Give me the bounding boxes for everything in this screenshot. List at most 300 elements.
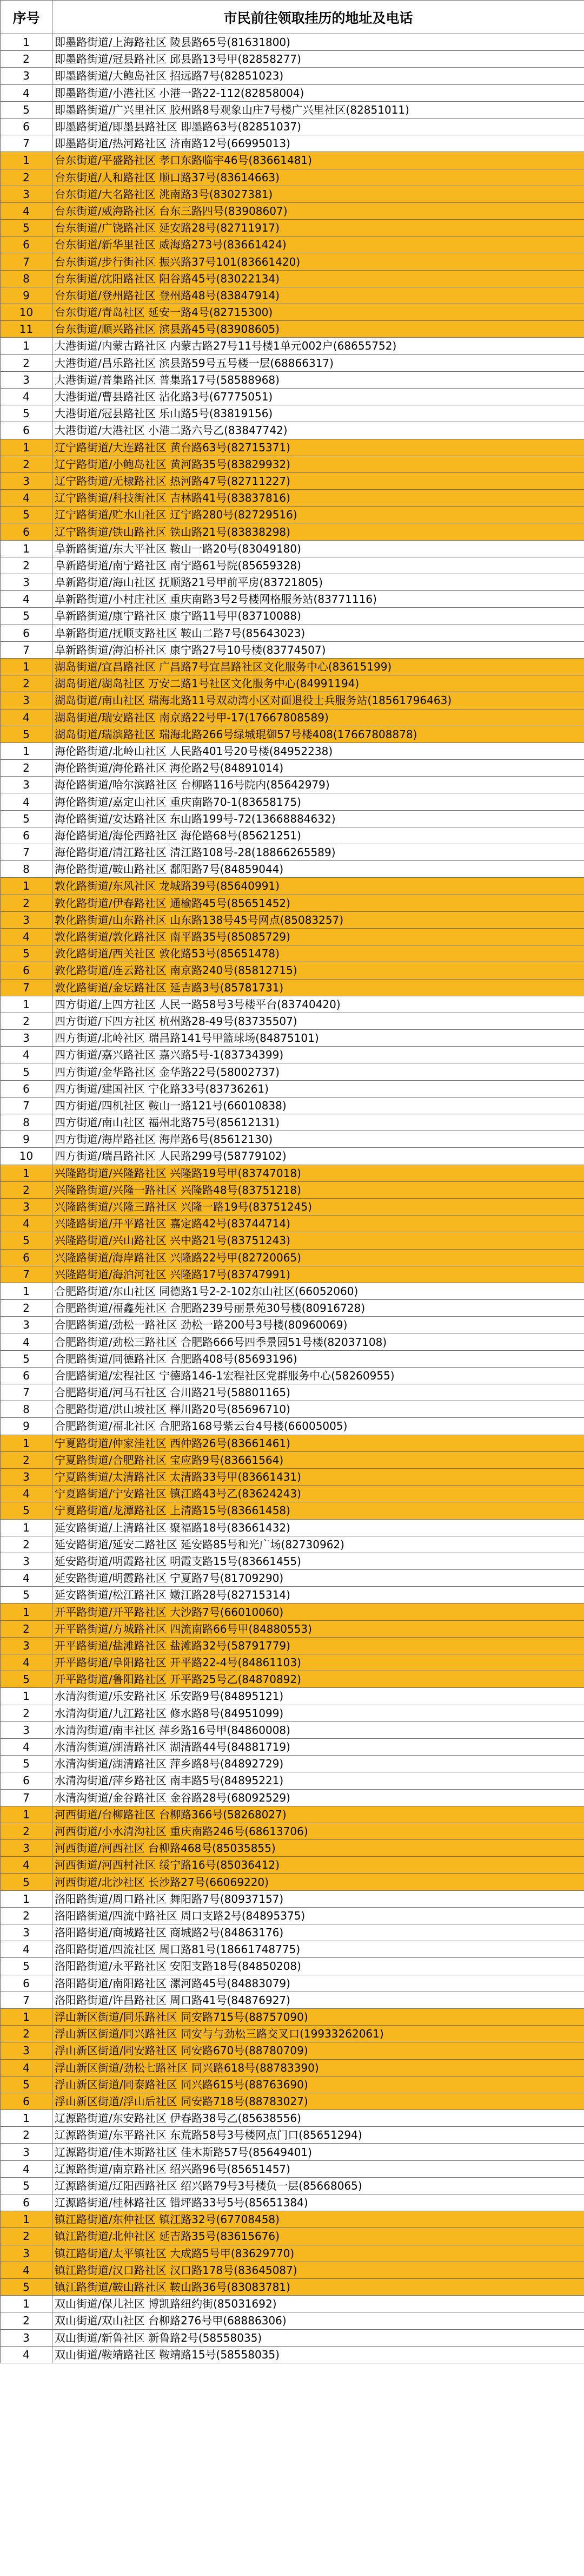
table-row [1,456,584,472]
row-index: 4 [1,388,52,405]
row-address: 洛阳路街道/许昌路社区 周口路41号(84876927) [52,1992,584,2008]
row-index: 5 [1,810,52,827]
row-index: 5 [1,1958,52,1975]
table-row [1,2059,584,2076]
table-row [1,2127,584,2144]
table-row [1,51,584,68]
row-index: 10 [1,304,52,321]
row-index: 2 [1,1823,52,1839]
row-address: 即墨路街道/小港社区 小港一路22-112(82858004) [52,84,584,101]
row-index: 7 [1,253,52,270]
table-row [1,911,584,928]
row-index: 7 [1,844,52,861]
row-index: 2 [1,1181,52,1198]
row-index: 6 [1,2093,52,2110]
table-row [1,658,584,675]
table-row [1,1030,584,1047]
row-index: 4 [1,1941,52,1958]
table-row [1,2296,584,2312]
row-address: 辽源路街道/桂林路社区 错坪路33号5号(85651384) [52,2194,584,2211]
row-address: 洛阳路街道/永平路社区 安阳支路18号(84850208) [52,1958,584,1975]
row-index: 1 [1,742,52,759]
table-row [1,1468,584,1485]
table-row [1,1249,584,1266]
table-row [1,101,584,118]
table-row [1,338,584,354]
table-row [1,726,584,742]
row-index: 7 [1,979,52,996]
row-index: 5 [1,1502,52,1519]
row-address: 四方街道/嘉兴路社区 嘉兴路5号-1(83734399) [52,1047,584,1063]
table-row [1,962,584,979]
table-row [1,895,584,911]
row-index: 3 [1,1721,52,1738]
row-index: 3 [1,2329,52,2346]
row-index: 2 [1,557,52,574]
row-index: 5 [1,1232,52,1249]
row-index: 2 [1,675,52,692]
row-address: 双山街道/保儿社区 博凯路纽约街(85031692) [52,2296,584,2312]
table-row [1,793,584,810]
table-row [1,675,584,692]
row-index: 6 [1,1975,52,1992]
row-index: 2 [1,2026,52,2042]
table-row [1,1857,584,1874]
table-row [1,507,584,523]
row-index: 2 [1,1300,52,1317]
row-index: 2 [1,1907,52,1924]
row-address: 四方街道/四机社区 鞍山一路121号(66010838) [52,1097,584,1114]
row-address: 阜新路街道/康宁路社区 康宁路11号甲(83710088) [52,608,584,625]
row-address: 兴隆路街道/兴隆一路社区 兴隆路48号(83751218) [52,1181,584,1198]
row-index: 3 [1,371,52,388]
table-row [1,2245,584,2262]
row-index: 6 [1,236,52,253]
table-row [1,625,584,641]
table-row [1,287,584,304]
table-row [1,1536,584,1553]
table-row [1,34,584,51]
row-index: 1 [1,1890,52,1907]
row-index: 4 [1,1570,52,1587]
row-address: 合肥路街道/劲松一路社区 劲松一路200号3号楼(80960069) [52,1317,584,1333]
row-address: 四方街道/上四方社区 人民一路58号3号楼平台(83740420) [52,996,584,1013]
table-row [1,1451,584,1468]
row-address: 湖岛街道/宜昌路社区 广昌路7号宜昌路社区文化服务中心(83615199) [52,658,584,675]
row-index: 8 [1,861,52,878]
row-address: 镇江路街道/北仲社区 延吉路35号(83615676) [52,2228,584,2245]
table-row [1,1874,584,1890]
row-index: 5 [1,220,52,236]
table-row [1,321,584,338]
row-address: 大港街道/内蒙古路社区 内蒙古路27号11号楼1单元002户(68655752) [52,338,584,354]
row-index: 7 [1,641,52,658]
table-row [1,472,584,489]
row-index: 5 [1,1671,52,1688]
row-address: 即墨路街道/大鲍岛社区 招远路7号(82851023) [52,68,584,84]
table-row [1,304,584,321]
table-row [1,1637,584,1654]
row-address: 四方街道/北岭社区 瑞昌路141号甲篮球场(84875101) [52,1030,584,1047]
row-index: 5 [1,608,52,625]
row-index: 8 [1,1401,52,1418]
row-address: 阜新路街道/抚顺支路社区 鞍山二路7号(85643023) [52,625,584,641]
table-row [1,2160,584,2177]
row-address: 合肥路街道/同德路社区 合肥路408号(85693196) [52,1350,584,1367]
table-row [1,1553,584,1569]
row-index: 4 [1,1857,52,1874]
table-row [1,979,584,996]
row-address: 台东街道/顺兴路社区 滨县路45号(83908605) [52,321,584,338]
row-address: 敦化路街道/西关社区 敦化路53号(85651478) [52,945,584,962]
table-row [1,945,584,962]
table-row [1,742,584,759]
row-address: 延安路街道/明霞路社区 宁夏路7号(81709290) [52,1570,584,1587]
row-index: 5 [1,726,52,742]
row-index: 3 [1,472,52,489]
row-index: 6 [1,827,52,844]
table-row [1,1097,584,1114]
row-address: 阜新路街道/小村庄社区 重庆南路3号2号楼网格服务站(83771116) [52,591,584,608]
row-index: 3 [1,1924,52,1941]
row-index: 2 [1,1620,52,1637]
row-index: 3 [1,692,52,709]
row-index: 6 [1,625,52,641]
row-index: 11 [1,321,52,338]
row-index: 4 [1,1333,52,1350]
row-address: 湖岛街道/湖岛社区 万安二路1号社区文化服务中心(84991194) [52,675,584,692]
table-row [1,84,584,101]
row-address: 兴隆路街道/兴山路社区 兴中路21号(83751243) [52,1232,584,1249]
row-address: 海伦路街道/安达路社区 东山路199号-72(13668884632) [52,810,584,827]
row-index: 8 [1,1114,52,1131]
table-row [1,709,584,726]
row-index: 3 [1,1553,52,1569]
row-index: 5 [1,1756,52,1772]
row-address: 水清沟街道/萍乡路社区 南丰路5号(84895221) [52,1772,584,1789]
row-index: 3 [1,1030,52,1047]
row-index: 1 [1,34,52,51]
table-row [1,1924,584,1941]
row-address: 大港街道/大港社区 小港二路六号乙(83847742) [52,422,584,439]
row-address: 宁夏路街道/龙潭路社区 上清路15号(83661458) [52,1502,584,1519]
row-address: 镇江路街道/鞍山路社区 鞍山路36号(83083781) [52,2278,584,2295]
row-address: 浮山新区街道/同兴路社区 同安与与劲松三路交叉口(19933262061) [52,2026,584,2042]
row-address: 宁夏路街道/合肥路社区 宝应路9号(83661564) [52,1451,584,1468]
table-row [1,135,584,152]
row-index: 10 [1,1148,52,1165]
table-row [1,354,584,371]
row-index: 7 [1,1992,52,2008]
row-address: 四方街道/下四方社区 杭州路28-49号(83735507) [52,1013,584,1029]
row-address: 镇江路街道/东仲社区 镇江路32号(67708458) [52,2211,584,2228]
row-index: 3 [1,2245,52,2262]
row-address: 辽宁路街道/科技街社区 吉林路41号(83837816) [52,490,584,507]
table-row [1,1604,584,1620]
table-row [1,1384,584,1401]
table-row [1,591,584,608]
row-address: 合肥路街道/劲松三路社区 合肥路666号四季景园51号楼(82037108) [52,1333,584,1350]
row-index: 4 [1,2346,52,2363]
row-index: 7 [1,1384,52,1401]
row-address: 四方街道/海岸路社区 海岸路6号(85612130) [52,1131,584,1148]
table-row [1,2110,584,2127]
table-row [1,1080,584,1097]
row-index: 1 [1,1283,52,1299]
row-address: 辽源路街道/东平路社区 东荒路58号3号楼网点门口(85651294) [52,2127,584,2144]
row-index: 4 [1,1047,52,1063]
row-index: 2 [1,51,52,68]
row-address: 兴隆路街道/兴隆路社区 兴隆路19号甲(83747018) [52,1165,584,1181]
row-address: 辽宁路街道/大连路社区 黄台路63号(82715371) [52,439,584,456]
table-row [1,1688,584,1705]
table-row [1,490,584,507]
table-row [1,844,584,861]
row-address: 合肥路街道/洪山坡社区 榉川路20号(85696710) [52,1401,584,1418]
row-address: 四方街道/建国社区 宁化路33号(83736261) [52,1080,584,1097]
row-index: 6 [1,1772,52,1789]
row-address: 敦化路街道/东风社区 龙城路39号(85640991) [52,878,584,895]
row-address: 延安路街道/延安二路社区 延安路85号和光广场(82730962) [52,1536,584,1553]
row-address: 合肥路街道/福鑫苑社区 合肥路239号丽景苑30号楼(80916728) [52,1300,584,1317]
row-address: 辽宁路街道/小鲍岛社区 黄河路35号(83829932) [52,456,584,472]
row-index: 2 [1,169,52,186]
row-index: 4 [1,591,52,608]
table-row [1,2262,584,2278]
row-index: 5 [1,1874,52,1890]
table-row [1,1215,584,1232]
row-index: 1 [1,878,52,895]
row-address: 即墨路街道/广兴里社区 胶州路8号观象山庄7号楼广兴里社区(82851011) [52,101,584,118]
table-row [1,439,584,456]
table-row [1,1266,584,1283]
row-address: 台东街道/大名路社区 洮南路3号(83027381) [52,186,584,202]
table-row [1,2228,584,2245]
row-index: 2 [1,895,52,911]
row-index: 2 [1,1451,52,1468]
row-address: 大港街道/冠县路社区 乐山路5号(83819156) [52,405,584,422]
row-index: 1 [1,658,52,675]
table-row [1,388,584,405]
table-row [1,1958,584,1975]
row-index: 2 [1,2228,52,2245]
row-address: 双山街道/鞍靖路社区 鞍靖路15号(58558035) [52,2346,584,2363]
row-address: 辽宁路街道/铁山路社区 铁山路21号(83838298) [52,523,584,540]
row-index: 6 [1,1249,52,1266]
table-row [1,2346,584,2363]
row-index: 4 [1,793,52,810]
table-row [1,1435,584,1451]
table-row [1,2211,584,2228]
row-index: 2 [1,2312,52,2329]
row-address: 镇江路街道/汉口路社区 汉口路178号(83645087) [52,2262,584,2278]
table-row [1,1300,584,1317]
table-row [1,540,584,557]
row-index: 7 [1,1789,52,1806]
row-address: 四方街道/南山社区 福州北路75号(85612131) [52,1114,584,1131]
row-address: 开平路街道/盐滩路社区 盐滩路32号(58791779) [52,1637,584,1654]
row-address: 阜新路街道/海泊桥社区 康宁路27号10号楼(83774507) [52,641,584,658]
row-address: 辽源路街道/东安路社区 伊春路38号乙(85638556) [52,2110,584,2127]
table-body [1,34,584,2363]
row-index: 3 [1,1317,52,1333]
row-address: 河西街道/河西村社区 绥宁路16号(85036412) [52,1857,584,1874]
table-row [1,1047,584,1063]
row-index: 1 [1,1688,52,1705]
row-address: 合肥路街道/河马石社区 合川路21号(58801165) [52,1384,584,1401]
row-address: 开平路街道/方城路社区 四流南路66号甲(84880553) [52,1620,584,1637]
table-row [1,152,584,169]
row-address: 河西街道/北沙社区 长沙路27号(66069220) [52,1874,584,1890]
row-index: 5 [1,945,52,962]
row-address: 阜新路街道/南宁路社区 南宁路61号院(85659328) [52,557,584,574]
row-address: 合肥路街道/宏程社区 宁德路146-1宏程社区党群服务中心(58260955) [52,1367,584,1384]
table-row [1,827,584,844]
table-row [1,928,584,945]
row-index: 7 [1,1266,52,1283]
row-address: 双山街道/双山社区 台柳路276号甲(68886306) [52,2312,584,2329]
row-address: 敦化路街道/山东路社区 山东路138号45号网点(85083257) [52,911,584,928]
table-row [1,2026,584,2042]
row-index: 1 [1,1435,52,1451]
row-address: 海伦路街道/清江路社区 清江路108号-28(18866265589) [52,844,584,861]
row-address: 延安路街道/松江路社区 嫩江路28号(82715314) [52,1587,584,1604]
table-row [1,1772,584,1789]
row-index: 4 [1,2160,52,2177]
table-row [1,1823,584,1839]
row-index: 4 [1,202,52,219]
row-index: 6 [1,962,52,979]
row-index: 4 [1,709,52,726]
row-index: 1 [1,439,52,456]
row-address: 海伦路街道/北岭山社区 人民路401号20号楼(84952238) [52,742,584,759]
table-row [1,996,584,1013]
table-row [1,118,584,135]
row-address: 洛阳路街道/南阳路社区 漯河路45号(84883079) [52,1975,584,1992]
row-index: 1 [1,2211,52,2228]
table-row [1,1975,584,1992]
row-address: 浮山新区街道/同安路社区 同安路670号(88780709) [52,2042,584,2059]
table-row [1,2329,584,2346]
table-row [1,574,584,591]
table-row [1,1890,584,1907]
row-index: 7 [1,135,52,152]
table-row [1,1165,584,1181]
row-address: 台东街道/平盛路社区 孝口东路临宇46号(83661481) [52,152,584,169]
table-row [1,1114,584,1131]
row-address: 水清沟街道/九江路社区 修水路8号(84951099) [52,1705,584,1721]
row-index: 1 [1,2008,52,2025]
row-index: 6 [1,523,52,540]
row-index: 4 [1,2262,52,2278]
row-index: 6 [1,1080,52,1097]
table-row [1,1519,584,1536]
table-row [1,1418,584,1435]
row-index: 9 [1,1131,52,1148]
table-row [1,1502,584,1519]
row-address: 开平路街道/开平路社区 大沙路7号(66010060) [52,1604,584,1620]
table-row [1,202,584,219]
row-index: 6 [1,1367,52,1384]
row-index: 2 [1,2127,52,2144]
table-row [1,1705,584,1721]
row-address: 敦化路街道/敦化路社区 南平路35号(85085729) [52,928,584,945]
row-index: 1 [1,338,52,354]
row-address: 洛阳路街道/四流社区 周口路81号(18661748775) [52,1941,584,1958]
table-row [1,2194,584,2211]
row-address: 延安路街道/明霞路社区 明霞支路15号(83661455) [52,1553,584,1569]
table-row [1,861,584,878]
table-row [1,2144,584,2160]
table-row [1,1486,584,1502]
row-address: 宁夏路街道/仲家洼社区 西仲路26号(83661461) [52,1435,584,1451]
row-address: 台东街道/青岛社区 延安一路4号(82715300) [52,304,584,321]
row-address: 敦化路街道/金坛路社区 延吉路3号(85781731) [52,979,584,996]
table-row [1,1333,584,1350]
table-row [1,2177,584,2194]
row-address: 浮山新区街道/劲松七路社区 同兴路618号(88783390) [52,2059,584,2076]
row-address: 开平路街道/鲁阳路社区 开平路25号乙(84870892) [52,1671,584,1688]
address-header: 市民前往领取挂历的地址及电话 [52,1,584,34]
table-row [1,608,584,625]
row-address: 洛阳路街道/商城路社区 商城路2号(84863176) [52,1924,584,1941]
table-row [1,692,584,709]
row-address: 海伦路街道/哈尔滨路社区 台柳路116号院内(85642979) [52,777,584,793]
table-row [1,68,584,84]
row-address: 洛阳路街道/四流中路社区 周口支路2号(84895375) [52,1907,584,1924]
table-row [1,1283,584,1299]
table-row [1,1756,584,1772]
row-address: 双山街道/新鲁社区 新鲁路2号(58558035) [52,2329,584,2346]
row-index: 1 [1,2110,52,2127]
row-index: 6 [1,422,52,439]
row-address: 辽源路街道/辽阳西路社区 绍兴路79号3号楼负一层(85668065) [52,2177,584,2194]
row-address: 浮山新区街道/同乐路社区 同安路715号(88757090) [52,2008,584,2025]
table-row [1,1317,584,1333]
row-index: 5 [1,2177,52,2194]
table-row [1,2312,584,2329]
table-row [1,1671,584,1688]
table-row [1,1789,584,1806]
table-row [1,1131,584,1148]
table-row [1,1587,584,1604]
table-row [1,253,584,270]
table-row [1,1654,584,1671]
row-index: 3 [1,68,52,84]
row-address: 河西街道/小水清沟社区 重庆南路246号(68613706) [52,1823,584,1839]
row-address: 台东街道/新华里社区 威海路273号(83661424) [52,236,584,253]
table-row [1,523,584,540]
row-index: 5 [1,1587,52,1604]
table-row [1,405,584,422]
table-row [1,1941,584,1958]
row-index: 5 [1,2278,52,2295]
row-address: 台东街道/广饶路社区 延安路28号(82711917) [52,220,584,236]
row-address: 辽源路街道/南京路社区 绍兴路96号(85651457) [52,2160,584,2177]
table-row [1,422,584,439]
table-row [1,878,584,895]
row-index: 1 [1,2296,52,2312]
row-index: 3 [1,1468,52,1485]
row-index: 4 [1,490,52,507]
row-address: 敦化路街道/伊春路社区 通榆路45号(85651452) [52,895,584,911]
row-address: 敦化路街道/连云路社区 南京路240号(85812715) [52,962,584,979]
table-row [1,2076,584,2093]
row-address: 台东街道/人和路社区 顺口路37号(83614663) [52,169,584,186]
row-address: 湖岛街道/南山社区 瑞海北路11号双动湾小区对面退役士兵服务站(18561796463) [52,692,584,709]
table-row [1,1570,584,1587]
row-address: 四方街道/金华路社区 金华路22号(58002737) [52,1063,584,1080]
